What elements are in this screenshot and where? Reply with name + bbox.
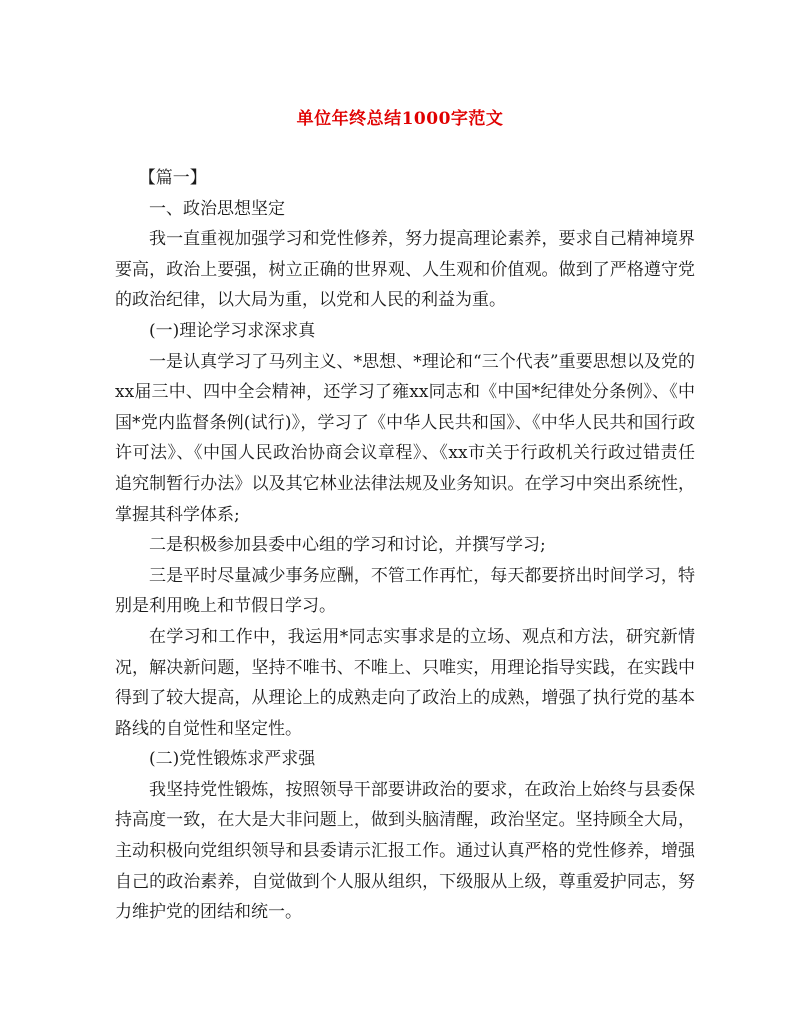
subsection-heading: (一)理论学习求深求真 [149, 320, 316, 341]
body-paragraph: 我坚持党性锻炼，按照领导干部要讲政治的要求，在政治上始终与县委保持高度一致，在大是大非问题上，做到头脑清醒，政治坚定。坚持顾全大局，主动积极向党组织领导和县委请示汇报工作。通过认真严格的党性修养，增强自己的政治素养，自觉做到个人服从组织，下级服从上级，尊重爱护同志，努力维护党的团结和统一。 [115, 779, 695, 923]
body-paragraph: 一是认真学习了马列主义、*思想、*理论和“三个代表”重要思想以及党的xx届三中、四中全会精神，还学习了雍xx同志和《中国*纪律处分条例》、《中国*党内监督条例(试行)》，学习了《中华人民共和国》、《中华人民共和国行政许可法》、《中国人民政治协商会议章程》、《xx市关于行政机关行政过错责任追究制暂行办法》以及其它林业法律法规及业务知识。在学习中突出系统性，掌握其科学体系; [115, 351, 695, 525]
body-paragraph: 我一直重视加强学习和党性修养，努力提高理论素养，要求自己精神境界要高，政治上要强，树立正确的世界观、人生观和价值观。做到了严格遵守党的政治纪律，以大局为重，以党和人民的利益为重。 [115, 229, 695, 311]
body-paragraph: 二是积极参加县委中心组的学习和讨论，并撰写学习; [149, 535, 546, 556]
document-title: 单位年终总结1000字范文 [296, 109, 504, 129]
subsection-heading: (二)党性锻炼求严求强 [149, 749, 316, 770]
section-heading: 一、政治思想坚定 [149, 198, 285, 219]
section-tag: 【篇一】 [138, 168, 207, 188]
document-body [115, 163, 695, 928]
body-paragraph: 在学习和工作中，我运用*同志实事求是的立场、观点和方法，研究新情况，解决新问题，坚持不唯书、不唯上、只唯实，用理论指导实践，在实践中得到了较大提高，从理论上的成熟走向了政治上的成熟，增强了执行党的基本路线的自觉性和坚定性。 [115, 626, 695, 739]
body-paragraph: 三是平时尽量减少事务应酬，不管工作再忙，每天都要挤出时间学习，特别是利用晚上和节假日学习。 [115, 565, 695, 617]
